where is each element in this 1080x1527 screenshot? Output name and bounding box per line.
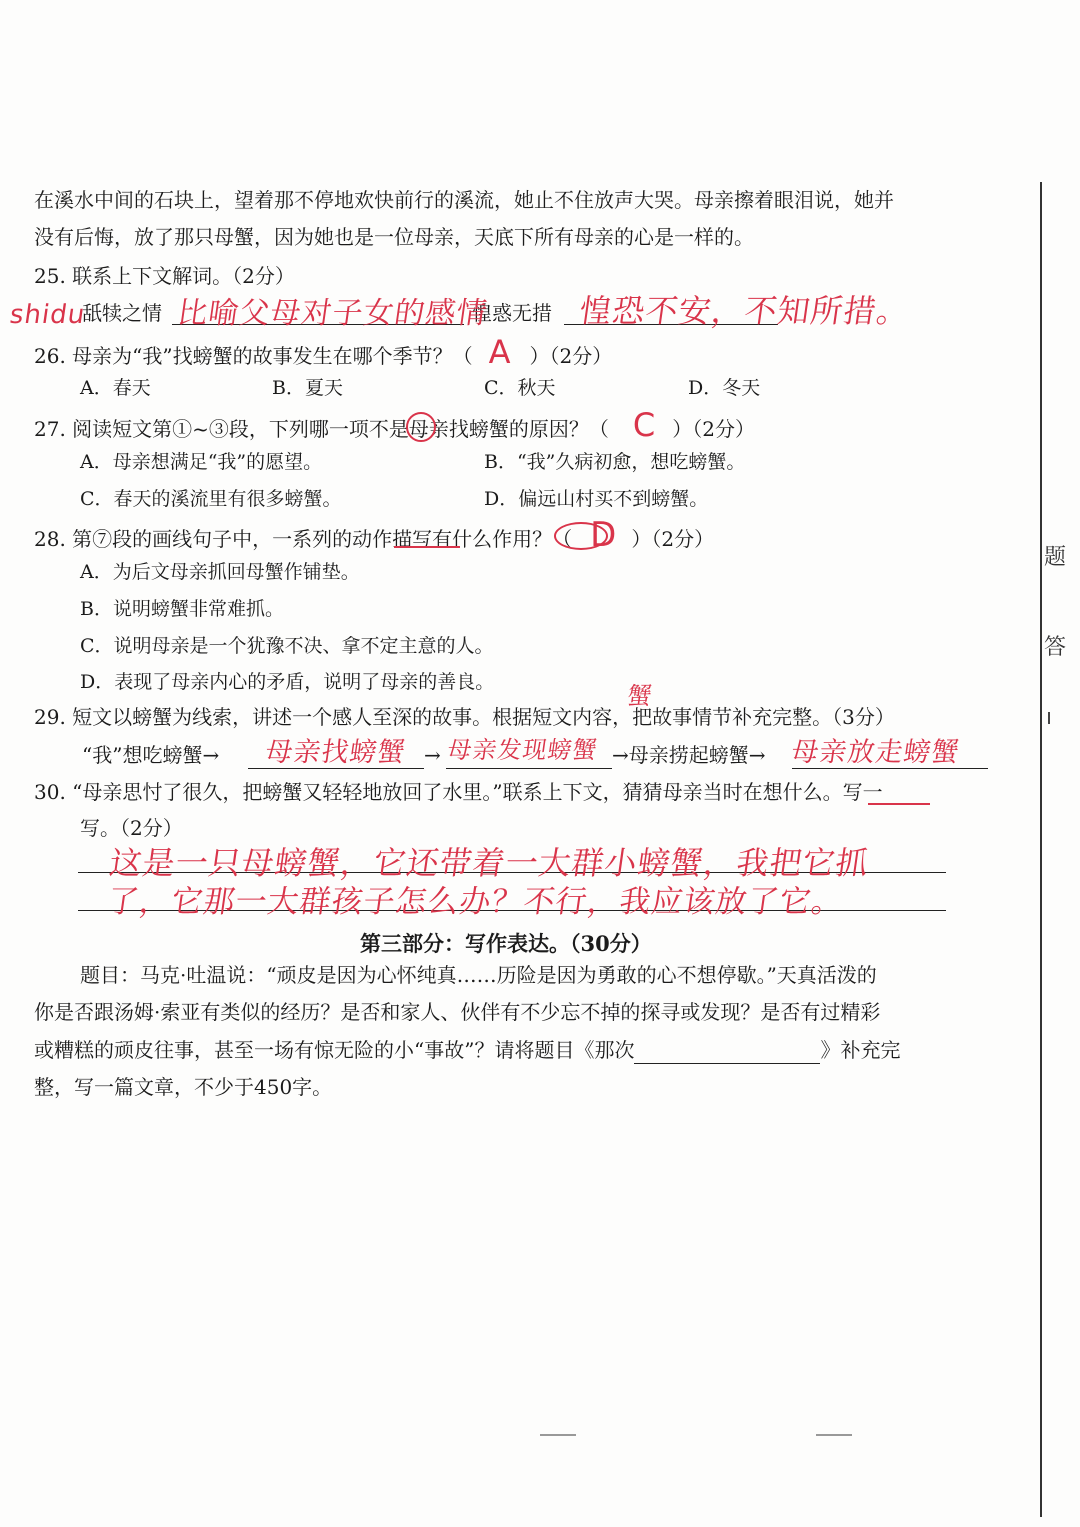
handwritten-answer: 这是一只母螃蟹，它还带着一大群小螃蟹，我把它抓 [107,844,872,882]
handwritten-choice: A [488,333,512,371]
stem-text: 26. 母亲为“我”找螃蟹的故事发生在哪个季节？（ [34,344,473,368]
handwritten-choice: C [632,406,657,444]
option-c: C．秋天 [484,377,556,399]
q25-term-2: 惶惑无措 [472,301,552,325]
stem-tail: ）（2分） [631,527,715,551]
question-27-stem [34,406,755,444]
option-d: D．表现了母亲内心的矛盾，说明了母亲的善良。 [80,671,495,693]
handwritten-answer: 母亲发现螃蟹 [445,736,600,764]
essay-prompt-line [34,1036,900,1064]
question-30-stem: 30. “母亲思忖了很久，把螃蟹又轻轻地放回了水里。”联系上下文，猜猜母亲当时在想什么。写一 [34,780,883,804]
option-d: D．偏远山村买不到螃蟹。 [484,488,709,510]
essay-prompt-line: 你是否跟汤姆·索亚有类似的经历？是否和家人、伙伴有不少忘不掉的探寻或发现？是否有过精彩 [34,1000,881,1024]
prompt-text: 》补充完 [820,1038,901,1062]
stem-tail: ）（2分） [529,344,613,368]
handwritten-answer: 了，它那一大群孩子怎么办？不行，我应该放了它。 [104,884,847,920]
binding-line [1040,182,1042,1517]
option-b: B．夏天 [272,377,343,399]
margin-char: 答 [1044,635,1067,660]
stem-text: 28. 第⑦段的画线句子中，一系列的动作描写有什么作用？（ [34,527,573,551]
handwritten-answer: 母亲找螃蟹 [263,737,408,768]
q29-flow-mid: →母亲捞起螃蟹→ [612,743,766,767]
q29-arrow: → [424,743,441,767]
underline-mark [394,546,460,548]
q25-term-1: 舐犊之情 [82,301,162,325]
passage-line: 没有后悔，放了那只母蟹，因为她也是一位母亲，天底下所有母亲的心是一样的。 [34,225,754,249]
handwritten-choice: D [590,515,618,555]
underline-mark [868,803,930,805]
option-c: C．说明母亲是一个犹豫不决、拿不定主意的人。 [80,635,494,657]
handwritten-answer: 惶恐不安，不知所措。 [577,292,913,330]
title-blank [634,1041,820,1064]
option-b: B．说明螃蟹非常难抓。 [80,598,284,620]
handwritten-answer: 比喻父母对子女的感情 [175,296,490,331]
question-25-stem: 25. 联系上下文解词。（2分） [34,264,295,288]
option-a: A．春天 [80,377,151,399]
question-30-stem-cont: 写。（2分） [80,816,183,840]
scan-mark [816,1434,852,1436]
essay-prompt-line: 整，写一篇文章，不少于450字。 [34,1075,333,1099]
option-d: D．冬天 [688,377,761,399]
question-28-stem [34,515,715,555]
circle-mark [554,522,608,550]
option-c: C．春天的溪流里有很多螃蟹。 [80,488,342,510]
q29-flow-start: “我”想吃螃蟹→ [82,743,220,767]
circle-mark [406,412,436,442]
question-26-stem [34,333,613,371]
handwritten-answer: 母亲放走螃蟹 [789,737,962,768]
answer-line [446,768,612,769]
handwritten-correction: 蟹 [625,682,655,710]
stem-text: 27. 阅读短文第①~③段，下列哪一项不是母亲找螃蟹的原因？（ [34,417,609,441]
option-b: B．“我”久病初愈，想吃螃蟹。 [484,451,746,473]
prompt-text: 或糟糕的顽皮往事，甚至一场有惊无险的小“事故”？请将题目《那次 [34,1038,635,1062]
margin-mark [1048,712,1056,724]
stem-tail: ）（2分） [672,417,755,441]
scan-mark [540,1434,576,1436]
margin-char: 题 [1044,545,1067,570]
section-title: 第三部分：写作表达。（30分） [360,931,652,956]
question-29-stem: 29. 短文以螃蟹为线索，讲述一个感人至深的故事。根据短文内容，把故事情节补充完整。（3分） [34,705,895,729]
handwritten-note: shidu [7,300,88,330]
passage-line: 在溪水中间的石块上，望着那不停地欢快前行的溪流，她止不住放声大哭。母亲擦着眼泪说，她并 [34,188,894,212]
option-a: A．母亲想满足“我”的愿望。 [80,451,323,473]
option-a: A．为后文母亲抓回母蟹作铺垫。 [80,561,360,583]
essay-prompt-line: 题目：马克·吐温说：“顽皮是因为心怀纯真……历险是因为勇敢的心不想停歇。”天真活泼的 [80,963,877,987]
